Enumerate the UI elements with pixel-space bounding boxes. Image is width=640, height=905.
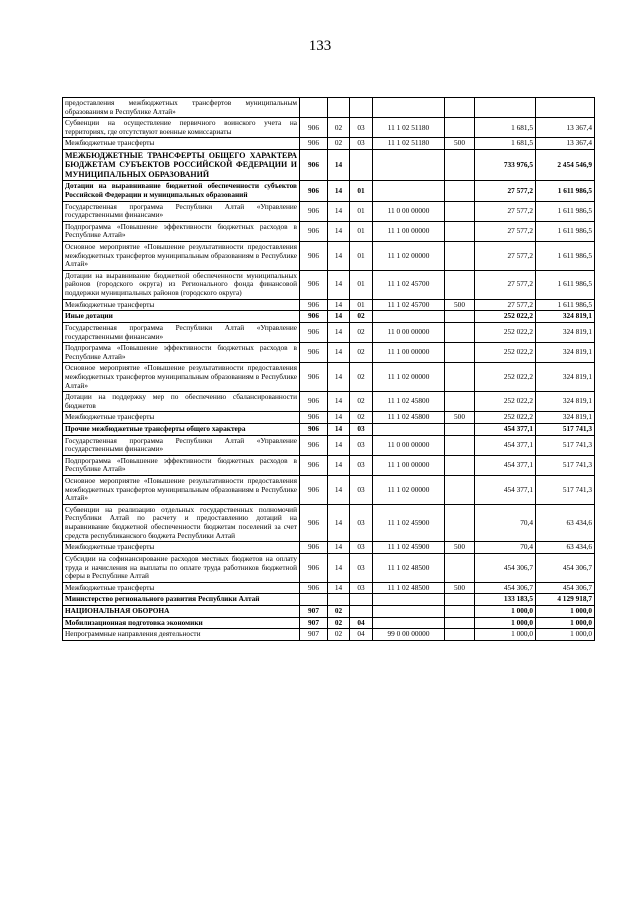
expense-type-code: 500 bbox=[445, 299, 475, 311]
expense-type-code bbox=[445, 221, 475, 241]
amount-year-1: 27 577,2 bbox=[475, 242, 536, 271]
amount-year-1: 454 377,1 bbox=[475, 435, 536, 455]
expense-type-code bbox=[445, 343, 475, 363]
table-row bbox=[63, 392, 595, 412]
section-code: 14 bbox=[328, 201, 350, 221]
row-description: Государственная программа Республики Алтай «Управление государственными финансами» bbox=[63, 435, 300, 455]
expense-type-code bbox=[445, 242, 475, 271]
table-row bbox=[63, 138, 595, 150]
amount-year-2: 517 741,3 bbox=[536, 435, 595, 455]
expense-type-code bbox=[445, 98, 475, 118]
amount-year-1 bbox=[475, 98, 536, 118]
target-article-code: 11 1 02 51180 bbox=[373, 138, 445, 150]
amount-year-1: 252 022,2 bbox=[475, 311, 536, 323]
table-row bbox=[63, 582, 595, 594]
target-article-code bbox=[373, 423, 445, 435]
amount-year-2: 63 434,6 bbox=[536, 504, 595, 541]
target-article-code: 11 1 00 00000 bbox=[373, 221, 445, 241]
section-code: 14 bbox=[328, 455, 350, 475]
ministry-code: 906 bbox=[300, 311, 328, 323]
amount-year-2: 4 129 918,7 bbox=[536, 594, 595, 606]
amount-year-2: 63 434,6 bbox=[536, 542, 595, 554]
ministry-code: 906 bbox=[300, 138, 328, 150]
expense-type-code bbox=[445, 553, 475, 582]
subsection-code: 03 bbox=[350, 476, 373, 505]
amount-year-2: 324 819,1 bbox=[536, 322, 595, 342]
subsection-code: 02 bbox=[350, 392, 373, 412]
ministry-code bbox=[300, 98, 328, 118]
amount-year-2: 324 819,1 bbox=[536, 343, 595, 363]
row-description: Субвенции на реализацию отдельных государственных полномочий Республики Алтай по расчету и предоставлению дотаций на выравнивание бюджетной обеспеченности бюджетам поселений за счет средств республиканского бюджета Республики Алтай bbox=[63, 504, 300, 541]
section-code: 02 bbox=[328, 138, 350, 150]
amount-year-1: 252 022,2 bbox=[475, 392, 536, 412]
amount-year-1: 133 183,5 bbox=[475, 594, 536, 606]
amount-year-2: 1 611 986,5 bbox=[536, 299, 595, 311]
target-article-code bbox=[373, 617, 445, 629]
amount-year-2: 13 367,4 bbox=[536, 138, 595, 150]
table-row bbox=[63, 504, 595, 541]
table-row bbox=[63, 435, 595, 455]
section-code: 14 bbox=[328, 299, 350, 311]
row-description: Межбюджетные трансферты bbox=[63, 138, 300, 150]
target-article-code bbox=[373, 98, 445, 118]
target-article-code: 11 0 00 00000 bbox=[373, 322, 445, 342]
section-code: 14 bbox=[328, 221, 350, 241]
row-description: Министерство регионального развития Республики Алтай bbox=[63, 594, 300, 606]
table-row bbox=[63, 594, 595, 606]
row-description: Основное мероприятие «Повышение результативности предоставления межбюджетных трансфертов муниципальным образованиям в Республике Алтай» bbox=[63, 476, 300, 505]
amount-year-1: 252 022,2 bbox=[475, 363, 536, 392]
target-article-code: 11 1 02 45800 bbox=[373, 392, 445, 412]
section-code: 02 bbox=[328, 605, 350, 617]
subsection-code bbox=[350, 594, 373, 606]
expense-type-code bbox=[445, 150, 475, 181]
amount-year-1: 454 377,1 bbox=[475, 423, 536, 435]
section-code: 14 bbox=[328, 435, 350, 455]
amount-year-1: 454 306,7 bbox=[475, 553, 536, 582]
subsection-code: 01 bbox=[350, 270, 373, 299]
section-code: 14 bbox=[328, 150, 350, 181]
ministry-code: 906 bbox=[300, 476, 328, 505]
row-description: МЕЖБЮДЖЕТНЫЕ ТРАНСФЕРТЫ ОБЩЕГО ХАРАКТЕРА БЮДЖЕТАМ СУБЪЕКТОВ РОССИЙСКОЙ ФЕДЕРАЦИИ И МУНИЦИПАЛЬНЫХ ОБРАЗОВАНИЙ bbox=[63, 150, 300, 181]
subsection-code: 02 bbox=[350, 363, 373, 392]
expense-type-code bbox=[445, 270, 475, 299]
ministry-code: 906 bbox=[300, 181, 328, 201]
expense-type-code bbox=[445, 322, 475, 342]
budget-table bbox=[62, 97, 595, 641]
ministry-code: 906 bbox=[300, 435, 328, 455]
section-code: 14 bbox=[328, 504, 350, 541]
amount-year-2: 517 741,3 bbox=[536, 476, 595, 505]
row-description: Основное мероприятие «Повышение результативности предоставления межбюджетных трансфертов муниципальным образованиям в Республике Алтай» bbox=[63, 363, 300, 392]
subsection-code: 03 bbox=[350, 542, 373, 554]
ministry-code: 906 bbox=[300, 299, 328, 311]
table-row bbox=[63, 423, 595, 435]
section-code: 02 bbox=[328, 629, 350, 641]
amount-year-2: 2 454 546,9 bbox=[536, 150, 595, 181]
page-number: 133 bbox=[308, 38, 332, 54]
expense-type-code bbox=[445, 392, 475, 412]
ministry-code: 906 bbox=[300, 322, 328, 342]
ministry-code: 906 bbox=[300, 201, 328, 221]
subsection-code bbox=[350, 605, 373, 617]
amount-year-2: 1 000,0 bbox=[536, 605, 595, 617]
ministry-code: 906 bbox=[300, 392, 328, 412]
amount-year-2: 1 000,0 bbox=[536, 629, 595, 641]
ministry-code: 906 bbox=[300, 542, 328, 554]
ministry-code: 907 bbox=[300, 605, 328, 617]
row-description: Основное мероприятие «Повышение результативности предоставления межбюджетных трансфертов муниципальным образованиям в Республике Алтай» bbox=[63, 242, 300, 271]
section-code: 14 bbox=[328, 363, 350, 392]
amount-year-1: 70,4 bbox=[475, 542, 536, 554]
expense-type-code bbox=[445, 435, 475, 455]
section-code bbox=[328, 98, 350, 118]
row-description: Дотации на поддержку мер по обеспечению сбалансированности бюджетов bbox=[63, 392, 300, 412]
ministry-code: 906 bbox=[300, 270, 328, 299]
expense-type-code: 500 bbox=[445, 582, 475, 594]
target-article-code: 11 1 02 45900 bbox=[373, 504, 445, 541]
table-row bbox=[63, 322, 595, 342]
section-code: 02 bbox=[328, 118, 350, 138]
ministry-code bbox=[300, 594, 328, 606]
amount-year-2: 324 819,1 bbox=[536, 412, 595, 424]
amount-year-2: 324 819,1 bbox=[536, 363, 595, 392]
section-code: 14 bbox=[328, 392, 350, 412]
row-description: Подпрограмма «Повышение эффективности бюджетных расходов в Республике Алтай» bbox=[63, 343, 300, 363]
row-description: Государственная программа Республики Алтай «Управление государственными финансами» bbox=[63, 322, 300, 342]
subsection-code: 02 bbox=[350, 311, 373, 323]
target-article-code: 11 1 02 48500 bbox=[373, 553, 445, 582]
section-code: 14 bbox=[328, 582, 350, 594]
row-description: Субсидии на софинансирование расходов местных бюджетов на оплату труда и начисления на выплаты по оплате труда работников бюджетной сферы в Республике Алтай bbox=[63, 553, 300, 582]
expense-type-code: 500 bbox=[445, 542, 475, 554]
expense-type-code bbox=[445, 181, 475, 201]
amount-year-1: 252 022,2 bbox=[475, 343, 536, 363]
expense-type-code bbox=[445, 363, 475, 392]
ministry-code: 906 bbox=[300, 582, 328, 594]
amount-year-1: 70,4 bbox=[475, 504, 536, 541]
row-description: Прочие межбюджетные трансферты общего характера bbox=[63, 423, 300, 435]
amount-year-1: 252 022,2 bbox=[475, 412, 536, 424]
section-code: 14 bbox=[328, 343, 350, 363]
table-row bbox=[63, 343, 595, 363]
subsection-code bbox=[350, 150, 373, 181]
amount-year-2: 324 819,1 bbox=[536, 311, 595, 323]
ministry-code: 906 bbox=[300, 423, 328, 435]
subsection-code: 03 bbox=[350, 504, 373, 541]
target-article-code: 11 1 02 48500 bbox=[373, 582, 445, 594]
expense-type-code: 500 bbox=[445, 138, 475, 150]
target-article-code: 11 1 02 00000 bbox=[373, 363, 445, 392]
table-row bbox=[63, 221, 595, 241]
amount-year-2: 517 741,3 bbox=[536, 423, 595, 435]
amount-year-1: 252 022,2 bbox=[475, 322, 536, 342]
amount-year-1: 1 681,5 bbox=[475, 118, 536, 138]
table-row bbox=[63, 201, 595, 221]
amount-year-1: 1 000,0 bbox=[475, 617, 536, 629]
amount-year-1: 27 577,2 bbox=[475, 270, 536, 299]
expense-type-code bbox=[445, 605, 475, 617]
table-row bbox=[63, 363, 595, 392]
table-row bbox=[63, 605, 595, 617]
table-row bbox=[63, 617, 595, 629]
ministry-code: 907 bbox=[300, 629, 328, 641]
target-article-code: 11 1 00 00000 bbox=[373, 455, 445, 475]
subsection-code: 02 bbox=[350, 343, 373, 363]
subsection-code: 04 bbox=[350, 629, 373, 641]
ministry-code: 906 bbox=[300, 150, 328, 181]
section-code: 14 bbox=[328, 242, 350, 271]
table-row bbox=[63, 311, 595, 323]
ministry-code: 906 bbox=[300, 221, 328, 241]
amount-year-1: 1 000,0 bbox=[475, 629, 536, 641]
table-row bbox=[63, 299, 595, 311]
amount-year-2: 454 306,7 bbox=[536, 553, 595, 582]
subsection-code: 04 bbox=[350, 617, 373, 629]
table-row bbox=[63, 412, 595, 424]
amount-year-2: 1 000,0 bbox=[536, 617, 595, 629]
ministry-code: 906 bbox=[300, 412, 328, 424]
row-description: Подпрограмма «Повышение эффективности бюджетных расходов в Республике Алтай» bbox=[63, 221, 300, 241]
ministry-code: 907 bbox=[300, 617, 328, 629]
section-code: 14 bbox=[328, 311, 350, 323]
target-article-code: 11 1 02 00000 bbox=[373, 476, 445, 505]
amount-year-1: 454 377,1 bbox=[475, 476, 536, 505]
amount-year-1: 733 976,5 bbox=[475, 150, 536, 181]
subsection-code: 02 bbox=[350, 412, 373, 424]
target-article-code: 11 1 02 00000 bbox=[373, 242, 445, 271]
row-description: Дотации на выравнивание бюджетной обеспеченности субъектов Российской Федерации и муниципальных образований bbox=[63, 181, 300, 201]
table-row bbox=[63, 242, 595, 271]
target-article-code: 99 0 00 00000 bbox=[373, 629, 445, 641]
subsection-code bbox=[350, 98, 373, 118]
subsection-code: 03 bbox=[350, 582, 373, 594]
ministry-code: 906 bbox=[300, 553, 328, 582]
row-description: Мобилизационная подготовка экономики bbox=[63, 617, 300, 629]
section-code: 14 bbox=[328, 553, 350, 582]
table-row bbox=[63, 542, 595, 554]
subsection-code: 01 bbox=[350, 181, 373, 201]
row-description: Непрограммные направления деятельности bbox=[63, 629, 300, 641]
target-article-code: 11 1 02 45800 bbox=[373, 412, 445, 424]
amount-year-1: 1 000,0 bbox=[475, 605, 536, 617]
amount-year-2: 324 819,1 bbox=[536, 392, 595, 412]
ministry-code: 906 bbox=[300, 118, 328, 138]
row-description: Субвенции на осуществление первичного воинского учета на территориях, где отсутствуют военные комиссариаты bbox=[63, 118, 300, 138]
target-article-code bbox=[373, 311, 445, 323]
amount-year-1: 27 577,2 bbox=[475, 221, 536, 241]
amount-year-1: 1 681,5 bbox=[475, 138, 536, 150]
amount-year-2: 1 611 986,5 bbox=[536, 221, 595, 241]
section-code bbox=[328, 594, 350, 606]
section-code: 14 bbox=[328, 270, 350, 299]
target-article-code: 11 1 02 51180 bbox=[373, 118, 445, 138]
subsection-code: 03 bbox=[350, 455, 373, 475]
subsection-code: 03 bbox=[350, 118, 373, 138]
ministry-code: 906 bbox=[300, 504, 328, 541]
target-article-code bbox=[373, 150, 445, 181]
row-description: Подпрограмма «Повышение эффективности бюджетных расходов в Республике Алтай» bbox=[63, 455, 300, 475]
target-article-code: 11 0 00 00000 bbox=[373, 435, 445, 455]
section-code: 14 bbox=[328, 542, 350, 554]
expense-type-code bbox=[445, 629, 475, 641]
section-code: 14 bbox=[328, 322, 350, 342]
row-description: Иные дотации bbox=[63, 311, 300, 323]
subsection-code: 01 bbox=[350, 201, 373, 221]
expense-type-code bbox=[445, 118, 475, 138]
amount-year-1: 27 577,2 bbox=[475, 299, 536, 311]
target-article-code: 11 0 00 00000 bbox=[373, 201, 445, 221]
target-article-code bbox=[373, 594, 445, 606]
subsection-code: 03 bbox=[350, 435, 373, 455]
expense-type-code bbox=[445, 311, 475, 323]
section-code: 02 bbox=[328, 617, 350, 629]
section-code: 14 bbox=[328, 423, 350, 435]
table-row bbox=[63, 150, 595, 181]
table-row bbox=[63, 476, 595, 505]
expense-type-code bbox=[445, 617, 475, 629]
table-row bbox=[63, 455, 595, 475]
amount-year-2: 454 306,7 bbox=[536, 582, 595, 594]
ministry-code: 906 bbox=[300, 242, 328, 271]
section-code: 14 bbox=[328, 181, 350, 201]
row-description: НАЦИОНАЛЬНАЯ ОБОРОНА bbox=[63, 605, 300, 617]
ministry-code: 906 bbox=[300, 343, 328, 363]
subsection-code: 02 bbox=[350, 322, 373, 342]
subsection-code: 01 bbox=[350, 221, 373, 241]
amount-year-2 bbox=[536, 98, 595, 118]
subsection-code: 03 bbox=[350, 423, 373, 435]
ministry-code: 906 bbox=[300, 363, 328, 392]
row-description: Государственная программа Республики Алтай «Управление государственными финансами» bbox=[63, 201, 300, 221]
subsection-code: 03 bbox=[350, 553, 373, 582]
row-description: Межбюджетные трансферты bbox=[63, 299, 300, 311]
amount-year-1: 454 306,7 bbox=[475, 582, 536, 594]
subsection-code: 01 bbox=[350, 299, 373, 311]
row-description: Межбюджетные трансферты bbox=[63, 542, 300, 554]
row-description: предоставления межбюджетных трансфертов муниципальным образованиям в Республике Алтай» bbox=[63, 98, 300, 118]
amount-year-1: 27 577,2 bbox=[475, 181, 536, 201]
subsection-code: 01 bbox=[350, 242, 373, 271]
ministry-code: 906 bbox=[300, 455, 328, 475]
table-row bbox=[63, 98, 595, 118]
target-article-code: 11 1 00 00000 bbox=[373, 343, 445, 363]
row-description: Дотации на выравнивание бюджетной обеспеченности муниципальных районов (городского округа) из Регионального фонда финансовой поддержки муниципальных районов (городского округа) bbox=[63, 270, 300, 299]
amount-year-2: 517 741,3 bbox=[536, 455, 595, 475]
amount-year-1: 454 377,1 bbox=[475, 455, 536, 475]
expense-type-code bbox=[445, 455, 475, 475]
amount-year-2: 1 611 986,5 bbox=[536, 270, 595, 299]
row-description: Межбюджетные трансферты bbox=[63, 412, 300, 424]
table-row bbox=[63, 118, 595, 138]
table-row bbox=[63, 181, 595, 201]
target-article-code bbox=[373, 181, 445, 201]
section-code: 14 bbox=[328, 412, 350, 424]
amount-year-2: 1 611 986,5 bbox=[536, 181, 595, 201]
expense-type-code: 500 bbox=[445, 412, 475, 424]
section-code: 14 bbox=[328, 476, 350, 505]
amount-year-2: 1 611 986,5 bbox=[536, 242, 595, 271]
target-article-code: 11 1 02 45700 bbox=[373, 270, 445, 299]
amount-year-2: 1 611 986,5 bbox=[536, 201, 595, 221]
expense-type-code bbox=[445, 504, 475, 541]
target-article-code: 11 1 02 45900 bbox=[373, 542, 445, 554]
expense-type-code bbox=[445, 476, 475, 505]
subsection-code: 03 bbox=[350, 138, 373, 150]
amount-year-2: 13 367,4 bbox=[536, 118, 595, 138]
expense-type-code bbox=[445, 201, 475, 221]
table-row bbox=[63, 270, 595, 299]
table-row bbox=[63, 553, 595, 582]
amount-year-1: 27 577,2 bbox=[475, 201, 536, 221]
target-article-code: 11 1 02 45700 bbox=[373, 299, 445, 311]
expense-type-code bbox=[445, 423, 475, 435]
table-row bbox=[63, 629, 595, 641]
target-article-code bbox=[373, 605, 445, 617]
expense-type-code bbox=[445, 594, 475, 606]
row-description: Межбюджетные трансферты bbox=[63, 582, 300, 594]
